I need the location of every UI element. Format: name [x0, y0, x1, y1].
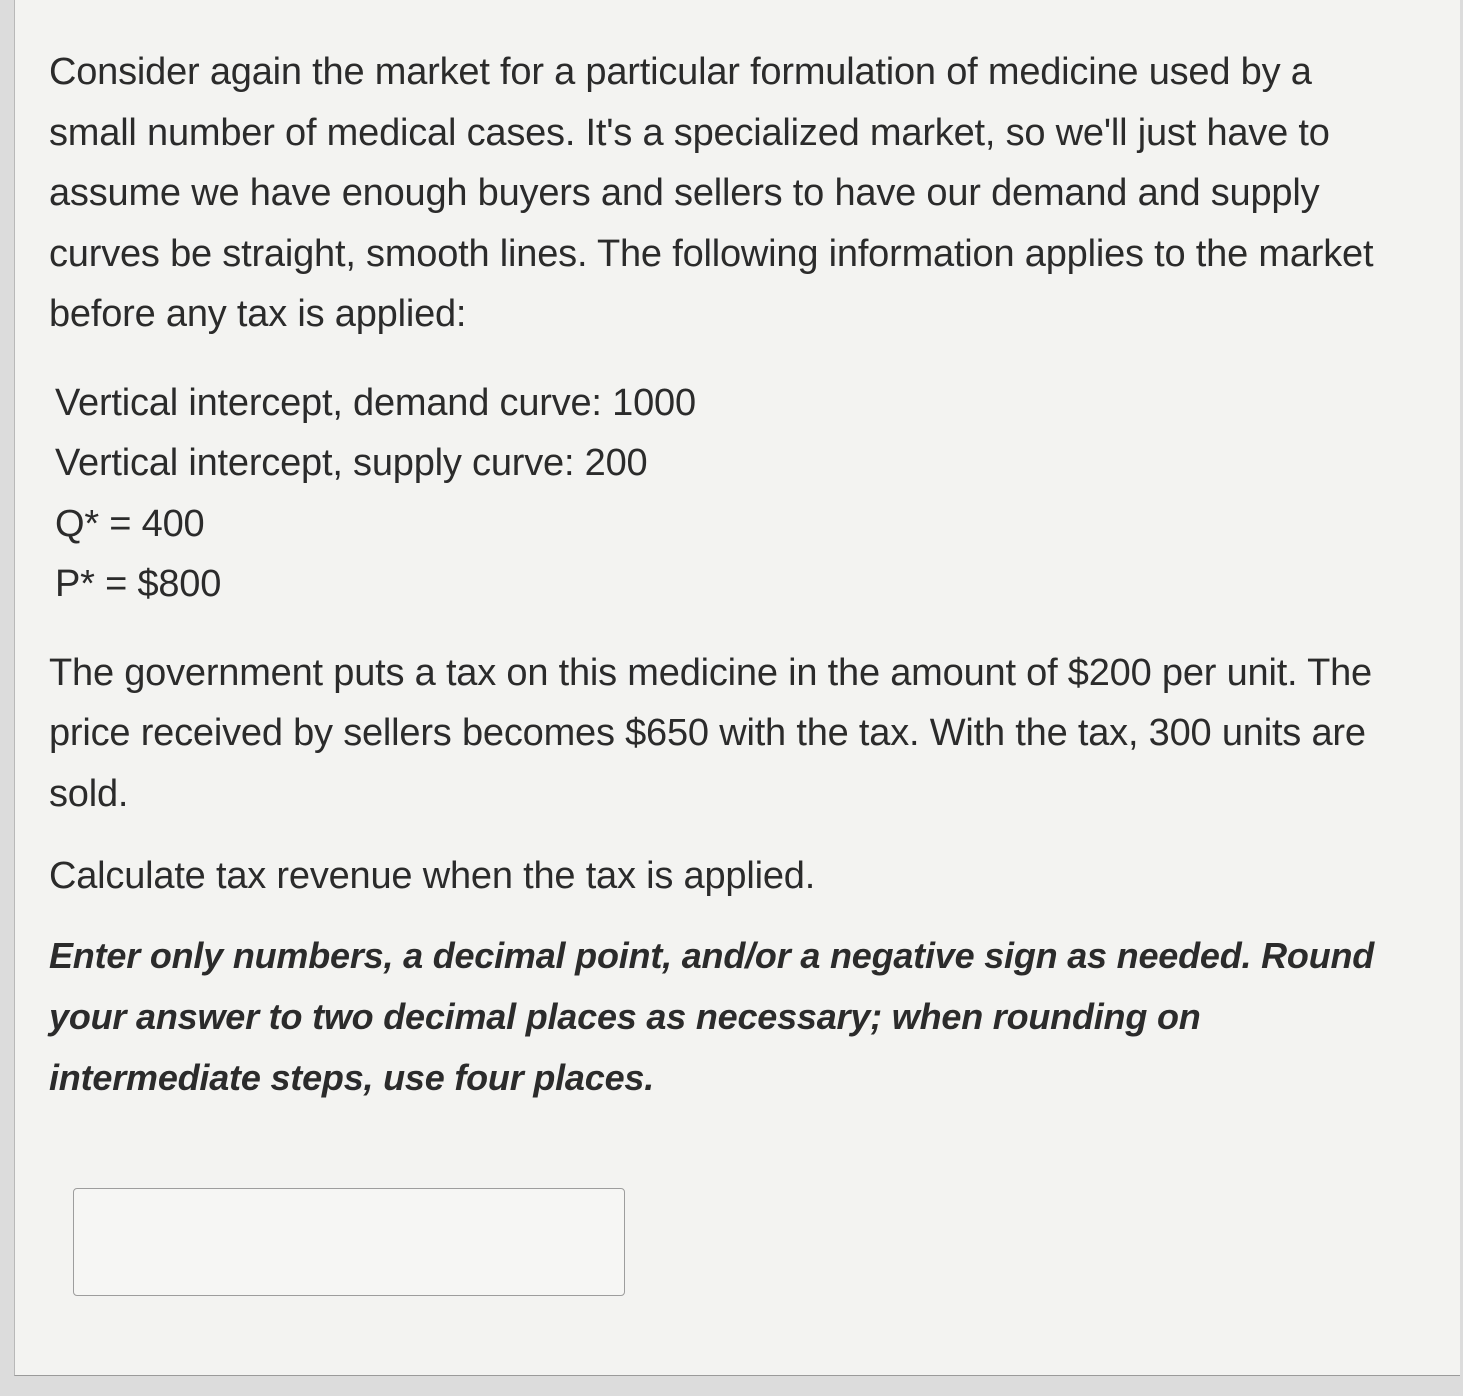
fact-equilibrium-quantity: Q* = 400: [55, 502, 205, 545]
question-task: Calculate tax revenue when the tax is applied.: [49, 855, 816, 897]
question-intro: Consider again the market for a particular formulation of medicine used by a small number of medical cases. It's a specialized market, so we'll just have to assume we have enough buyers and sellers to have our demand and supply curves be straight, smooth lines. The following information applies to the market before any tax is applied:: [49, 51, 1374, 335]
market-facts: [55, 373, 1389, 615]
fact-demand-intercept: Vertical intercept, demand curve: 1000: [55, 381, 696, 424]
tax-info: The government puts a tax on this medicine in the amount of $200 per unit. The price received by sellers becomes $650 with the tax. With the tax, 300 units are sold.: [49, 651, 1372, 815]
answer-instructions: Enter only numbers, a decimal point, and/or a negative sign as needed. Round your answer to two decimal places as necessary; when rounding on intermediate steps, use four places.: [49, 934, 1375, 1098]
question-prompt: [49, 42, 1389, 1108]
fact-supply-intercept: Vertical intercept, supply curve: 200: [55, 442, 648, 484]
answer-input[interactable]: [73, 1188, 625, 1296]
question-card: [14, 0, 1460, 1376]
fact-equilibrium-price: P* = $800: [55, 563, 222, 605]
